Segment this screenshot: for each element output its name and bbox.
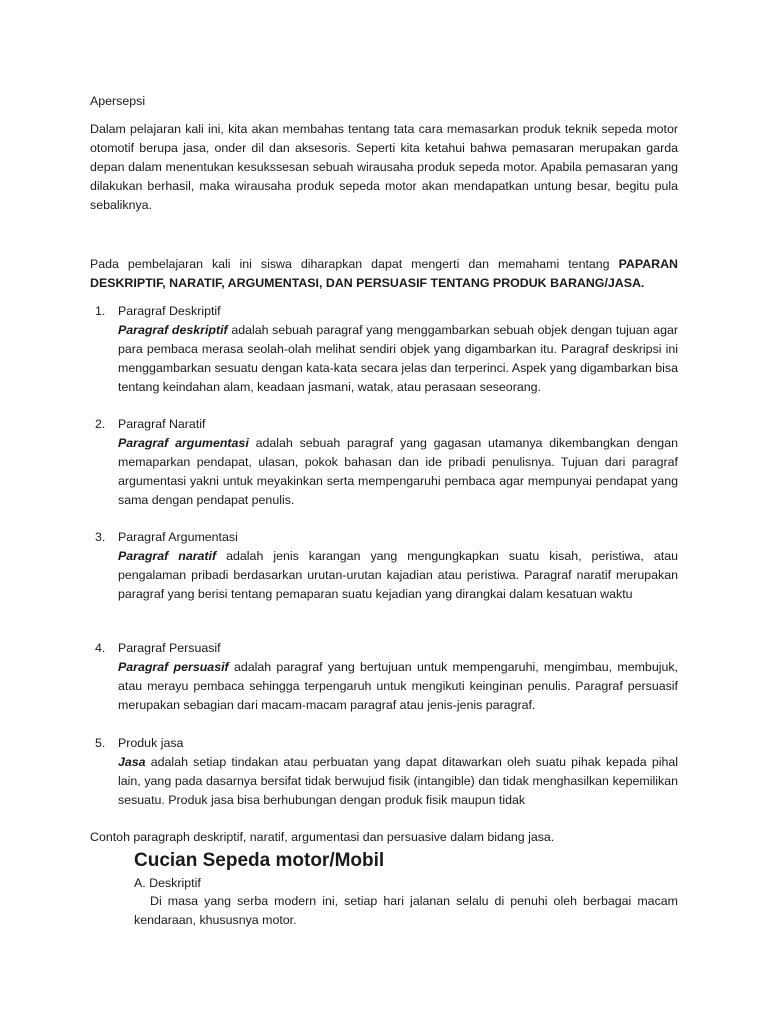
definition-text: adalah paragraf yang bertujuan untuk mempengaruhi, mengimbau, membujuk, atau merayu pembaca sehingga terpengaruh untuk mengikuti keinginan penulis. Paragraf persuasif merupakan sebagian dari macam-macam paragraf atau jenis-jenis paragraf. — [118, 660, 679, 712]
list-item-body — [118, 547, 678, 604]
list-number: 3. — [95, 530, 106, 544]
definition-term: Paragraf deskriptif — [118, 323, 228, 337]
list-number: 5. — [95, 736, 106, 750]
list-item-title: Paragraf Naratif — [118, 417, 206, 431]
definition-term: Paragraf persuasif — [118, 660, 229, 674]
list-item-title: Produk jasa — [118, 736, 184, 750]
definition-text: adalah setiap tindakan atau perbuatan yang dapat ditawarkan oleh suatu pihak kepada pihal lain, yang pada dasarnya bersifat tidak berwujud fisik (intangible) dan tidak menghasilkan kepemilikan sesuatu. Produk jasa bisa berhubungan dengan produk fisik maupun tidak — [118, 755, 678, 807]
list-item-body — [118, 753, 678, 810]
examples-intro: Contoh paragraph deskriptif, naratif, argumentasi dan persuasive dalam bidang jasa. — [90, 830, 555, 844]
list-number: 4. — [95, 641, 106, 655]
definition-text: adalah sebuah paragraf yang gagasan utamanya dikembangkan dengan memaparkan pendapat, ulasan, pokok bahasan dan ide pribadi penulisnya. Tujuan dari paragraf argumentasi yakni untuk meyakinkan serta mempengaruhi pembaca agar mempunyai pendapat yang sama dengan pendapat penulis. — [118, 436, 678, 507]
objective-text: Pada pembelajaran kali ini siswa diharapkan dapat mengerti dan memahami tentang — [90, 257, 619, 271]
subsection-paragraph: Di masa yang serba modern ini, setiap hari jalanan selalu di penuhi oleh berbagai macam kendaraan, khususnya motor. — [134, 894, 678, 927]
list-item-body — [118, 321, 678, 397]
subsection-label: A. Deskriptif — [134, 876, 201, 890]
list-number: 2. — [95, 417, 106, 431]
list-number: 1. — [95, 304, 106, 318]
objective-bold-text: PAPARAN DESKRIPTIF, NARATIF, ARGUMENTASI, DAN PERSUASIF TENTANG PRODUK BARANG/JASA. — [90, 257, 678, 290]
list-item-produk-jasa — [90, 734, 678, 810]
list-item-body — [118, 434, 678, 510]
definition-term: Paragraf naratif — [118, 549, 217, 563]
example-title: Cucian Sepeda motor/Mobil — [134, 850, 385, 871]
definition-text: adalah jenis karangan yang mengungkapkan suatu kisah, peristiwa, atau pengalaman pribadi berdasarkan urutan-urutan kajadian atau peristiwa. Paragraf naratif merupakan paragraf yang berisi tentang pemaparan suatu kejadian yang dirangkai dalam kesatuan waktu — [118, 549, 678, 601]
list-item-argumentasi — [90, 528, 678, 604]
section-heading: Apersepsi — [90, 94, 146, 108]
objective-paragraph — [90, 255, 678, 293]
list-item-title: Paragraf Persuasif — [118, 641, 221, 655]
intro-paragraph: Dalam pelajaran kali ini, kita akan membahas tentang tata cara memasarkan produk teknik sepeda motor otomotif berupa jasa, onder dil dan aksesoris. Seperti kita ketahui bahwa pemasaran merupakan garda depan dalam menentukan kesukssesan sebuah wirausaha produk sepeda motor. Apabila pemasaran yang dilakukan berhasil, maka wirausaha produk sepeda motor akan mendapatkan untung besar, begitu pula sebaliknya. — [90, 122, 678, 212]
list-item-title: Paragraf Argumentasi — [118, 530, 238, 544]
list-item-body — [118, 658, 678, 715]
list-item-persuasif — [90, 639, 678, 715]
list-item-deskriptif — [90, 302, 678, 397]
list-item-title: Paragraf Deskriptif — [118, 304, 221, 318]
definition-text: adalah sebuah paragraf yang menggambarkan sebuah objek dengan tujuan agar para pembaca merasa seolah-olah melihat sendiri objek yang digambarkan itu. Paragraf deskripsi ini menggambarkan sesuatu dengan kata-kata secara jelas dan terperinci. Aspek yang digambarkan bisa tentang keindahan alam, keadaan jasmani, watak, atau perasaan seseorang. — [118, 323, 678, 394]
definition-term: Paragraf argumentasi — [118, 436, 249, 450]
definition-term: Jasa — [118, 755, 146, 769]
list-item-naratif — [90, 415, 678, 510]
